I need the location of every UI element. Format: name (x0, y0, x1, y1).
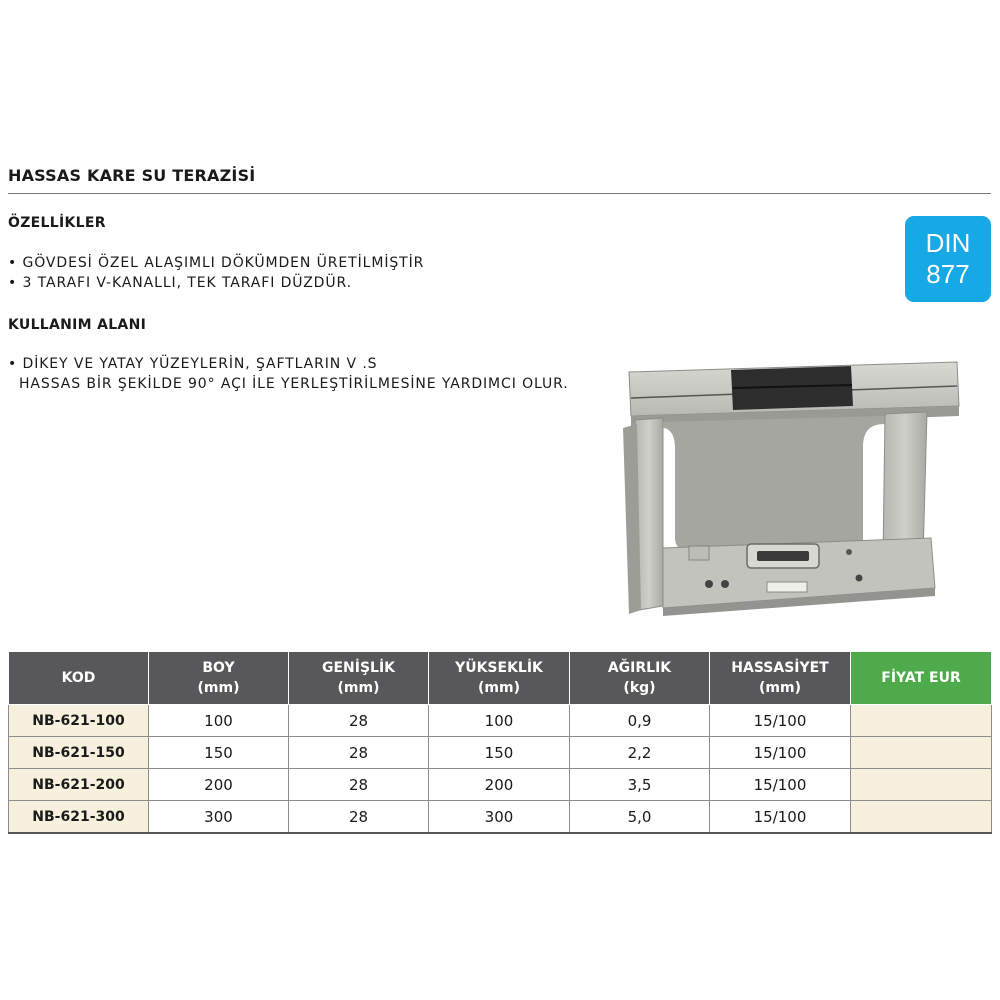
usage-line: HASSAS BİR ŞEKİLDE 90° AÇI İLE YERLEŞTİRİLMESİNE YARDIMCI OLUR. (19, 376, 569, 392)
column-header-agirlik: AĞIRLIK (kg) (570, 652, 710, 705)
cell-boy: 300 (149, 801, 289, 834)
cell-yukseklik: 200 (429, 769, 570, 801)
cell-fiyat (851, 737, 992, 769)
table-row (9, 801, 992, 834)
cell-genislik: 28 (289, 737, 429, 769)
cell-yukseklik: 150 (429, 737, 570, 769)
cell-agirlik: 0,9 (570, 705, 710, 737)
table-row (9, 705, 992, 737)
feature-item: • 3 TARAFI V-KANALLI, TEK TARAFI DÜZDÜR. (8, 275, 352, 291)
cell-agirlik: 2,2 (570, 737, 710, 769)
spec-table (8, 651, 992, 834)
cell-yukseklik: 100 (429, 705, 570, 737)
column-header-kod: KOD (9, 652, 149, 705)
cell-genislik: 28 (289, 801, 429, 834)
cell-fiyat (851, 769, 992, 801)
features-heading: ÖZELLİKLER (8, 215, 106, 231)
column-header-yukseklik: YÜKSEKLİK (mm) (429, 652, 570, 705)
usage-heading: KULLANIM ALANI (8, 317, 147, 333)
cell-kod: NB-621-300 (9, 801, 149, 834)
table-row (9, 737, 992, 769)
cell-hassasiyet: 15/100 (710, 769, 851, 801)
cell-genislik: 28 (289, 705, 429, 737)
frame-level-icon (623, 358, 961, 618)
column-header-fiyat: FİYAT EUR (851, 652, 992, 705)
cell-hassasiyet: 15/100 (710, 737, 851, 769)
din-badge-number: 877 (926, 259, 970, 289)
column-header-hassasiyet: HASSASİYET (mm) (710, 652, 851, 705)
cell-boy: 150 (149, 737, 289, 769)
table-header-row (9, 652, 992, 705)
cell-fiyat (851, 705, 992, 737)
cell-boy: 100 (149, 705, 289, 737)
usage-line: • DİKEY VE YATAY YÜZEYLERİN, ŞAFTLARIN V .S (8, 356, 378, 372)
cell-agirlik: 3,5 (570, 769, 710, 801)
table-row (9, 769, 992, 801)
cell-hassasiyet: 15/100 (710, 705, 851, 737)
cell-kod: NB-621-100 (9, 705, 149, 737)
cell-hassasiyet: 15/100 (710, 801, 851, 834)
product-image (623, 358, 961, 618)
cell-agirlik: 5,0 (570, 801, 710, 834)
cell-genislik: 28 (289, 769, 429, 801)
column-header-boy: BOY (mm) (149, 652, 289, 705)
cell-boy: 200 (149, 769, 289, 801)
din-standard-badge (905, 216, 991, 302)
din-badge-label: DIN (925, 228, 971, 258)
cell-fiyat (851, 801, 992, 834)
cell-kod: NB-621-150 (9, 737, 149, 769)
cell-yukseklik: 300 (429, 801, 570, 834)
feature-item: • GÖVDESİ ÖZEL ALAŞIMLI DÖKÜMDEN ÜRETİLMİŞTİR (8, 255, 425, 271)
page-title: HASSAS KARE SU TERAZİSİ (8, 166, 256, 185)
cell-kod: NB-621-200 (9, 769, 149, 801)
column-header-genislik: GENİŞLİK (mm) (289, 652, 429, 705)
title-divider (8, 193, 991, 194)
